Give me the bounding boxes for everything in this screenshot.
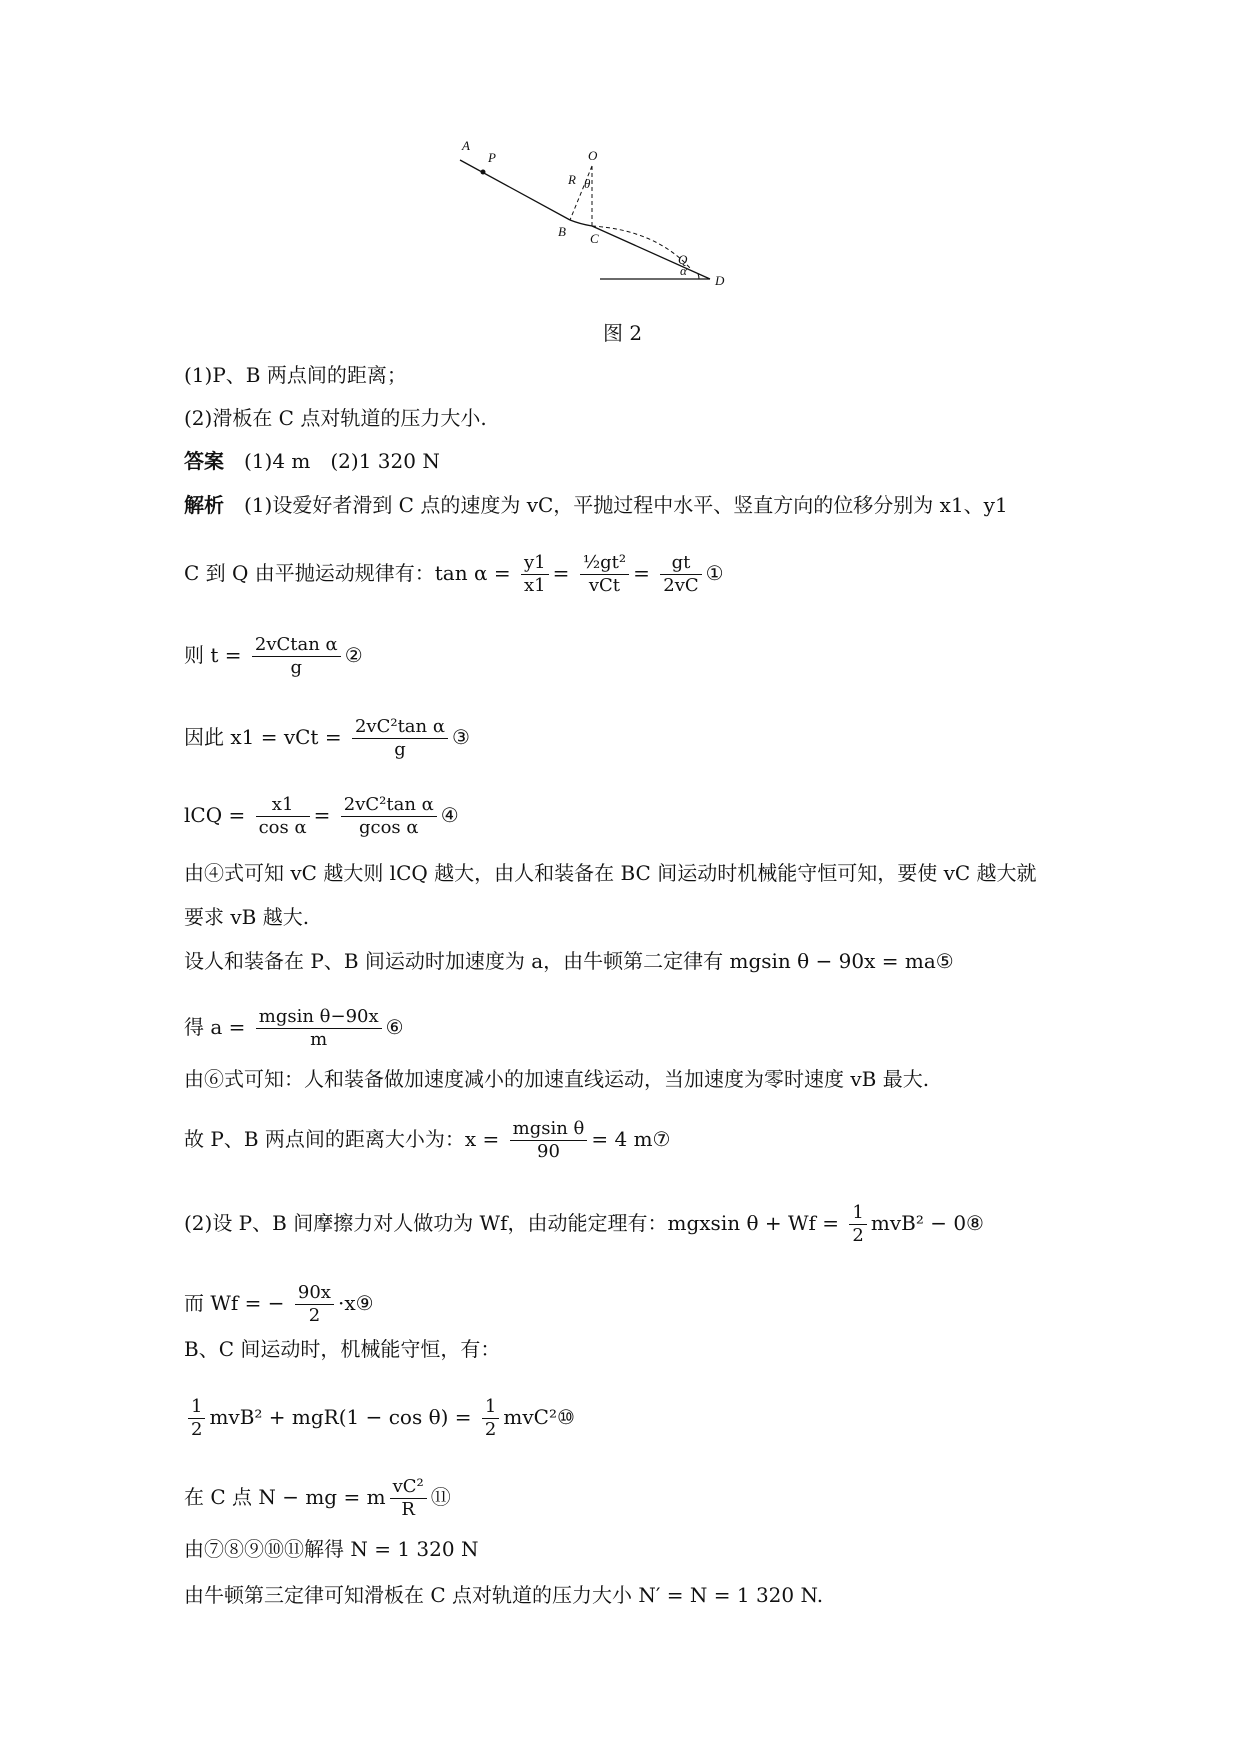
label-q: Q (678, 252, 688, 267)
label-d: D (715, 273, 725, 288)
label-b: B (558, 224, 566, 239)
eq10-frac2: $\frac{1}{2}$ (482, 1396, 499, 1441)
equation-9: 而 Wf = − $\frac{90x}{2}$ ·x⑨ (184, 1282, 374, 1326)
eq11-frac: $\frac{\text{vC²}}{R}$ (390, 1476, 427, 1521)
equation-7: 故 P、B 两点间的距离大小为：x = $\frac{\text{mgsin θ}}{90}$ = 4 m⑦ (184, 1118, 671, 1162)
analysis-para-7: 由牛顿第三定律可知滑板在 C 点对轨道的压力大小 N′ = N = 1 320 N. (184, 1583, 824, 1607)
incline-ab (460, 160, 570, 220)
equation-8: (2)设 P、B 间摩擦力对人做功为 Wf，由动能定理有：mgxsin θ + Wf = $\frac{1}{2}$ mvB² − 0⑧ (184, 1202, 984, 1246)
question-1: (1)P、B 两点间的距离； (184, 363, 407, 387)
label-p: P (488, 150, 496, 165)
analysis-para-1: 由④式可知 vC 越大则 lCQ 越大，由人和装备在 BC 间运动时机械能守恒可知，要使 vC 越大就 (184, 861, 1037, 885)
angle-alpha-arc (698, 274, 699, 279)
equation-3: 因此 x1 = vCt = $\frac{\text{2vC²tan α}}{g}$ ③ (184, 716, 470, 760)
equation-2: 则 t = $\frac{\text{2vCtan α}}{g}$ ② (184, 634, 363, 678)
physics-figure (462, 138, 770, 306)
answer-line (184, 448, 440, 474)
eq7-frac: $\frac{\text{mgsin θ}}{90}$ (510, 1118, 588, 1163)
analysis-para-6: 由⑦⑧⑨⑩⑪解得 N = 1 320 N (184, 1537, 479, 1561)
eq8-frac: $\frac{1}{2}$ (849, 1202, 866, 1247)
equation-4: lCQ = $\frac{x1}{\text{cos α}}$ = $\frac{\text{2vC²tan α}}{\text{gcos α}}$ ④ (184, 794, 459, 838)
eq10-frac1: $\frac{1}{2}$ (188, 1396, 205, 1441)
label-theta: θ (584, 176, 591, 191)
arc-bc (570, 220, 592, 226)
label-c: C (590, 231, 599, 246)
answer-text: (1)4 m (2)1 320 N (244, 449, 440, 473)
equation-6: 得 a = $\frac{\text{mgsin θ−90x}}{m}$ ⑥ (184, 1006, 404, 1050)
point-p (481, 170, 486, 175)
eq4-frac2: $\frac{\text{2vC²tan α}}{\text{gcos α}}$ (341, 794, 437, 839)
label-o: O (588, 148, 598, 163)
question-2: (2)滑板在 C 点对轨道的压力大小. (184, 406, 487, 430)
eq1-frac3: $\frac{gt}{2vC}$ (660, 552, 701, 597)
incline-cd (592, 226, 710, 279)
equation-10: $\frac{1}{2}$ mvB² + mgR(1 − cos θ) = $\frac{1}{2}$ mvC²⑩ (184, 1396, 575, 1441)
label-r: R (568, 172, 576, 187)
label-alpha: α (680, 263, 687, 278)
eq3-frac: $\frac{\text{2vC²tan α}}{g}$ (352, 716, 448, 761)
analysis-para-5: B、C 间运动时，机械能守恒，有： (184, 1337, 501, 1361)
eq4-frac1: $\frac{x1}{\text{cos α}}$ (256, 794, 310, 839)
eq2-frac: $\frac{\text{2vCtan α}}{g}$ (252, 634, 341, 679)
analysis-text-1: (1)设爱好者滑到 C 点的速度为 vC，平抛过程中水平、竖直方向的位移分别为 x1、y1 (244, 493, 1008, 517)
figure-caption: 图 2 (603, 321, 643, 345)
analysis-para-4: 由⑥式可知：人和装备做加速度减小的加速直线运动，当加速度为零时速度 vB 最大. (184, 1067, 930, 1091)
analysis-label: 解析 (184, 493, 224, 517)
eq1-prefix: C 到 Q 由平抛运动规律有：tan α = (184, 561, 511, 585)
analysis-para-3: 设人和装备在 P、B 间运动时加速度为 a，由牛顿第二定律有 mgsin θ − 90x = ma⑤ (184, 949, 954, 973)
equation-11: 在 C 点 N − mg = m $\frac{\text{vC²}}{R}$ ⑪ (184, 1476, 451, 1520)
equation-1: C 到 Q 由平抛运动规律有：tan α = $\frac{y1}{x1}$ = $\frac{\text{½gt²}}{\text{vCt}}$ = $\frac{gt}{2vC}$ ① (184, 552, 724, 596)
analysis-line-1 (184, 492, 1008, 518)
eq6-frac: $\frac{\text{mgsin θ−90x}}{m}$ (256, 1006, 382, 1051)
answer-label: 答案 (184, 449, 224, 473)
eq1-frac1: $\frac{y1}{x1}$ (521, 552, 549, 597)
label-a: A (462, 138, 470, 153)
analysis-para-2: 要求 vB 越大. (184, 905, 310, 929)
eq1-frac2: $\frac{\text{½gt²}}{\text{vCt}}$ (580, 552, 629, 597)
eq9-frac: $\frac{90x}{2}$ (295, 1282, 334, 1327)
